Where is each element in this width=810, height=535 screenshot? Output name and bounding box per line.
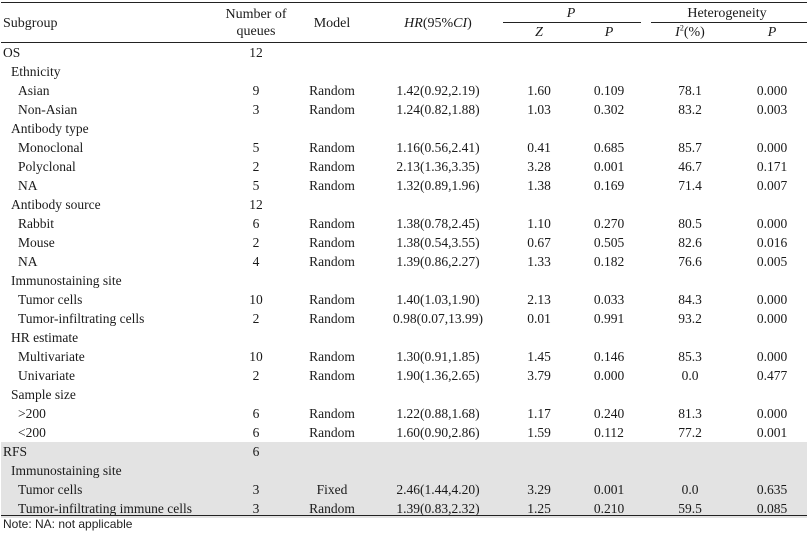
cell-subgroup: >200 [18, 406, 46, 421]
header-i2-unit: (%) [683, 25, 705, 40]
cell-subgroup: Tumor-infiltrating cells [18, 311, 145, 326]
cell-i2 [647, 328, 733, 347]
cell-subgroup: Antibody source [11, 197, 101, 212]
header-i2 [647, 24, 733, 41]
cell-z: 1.59 [527, 425, 551, 440]
cell-model: Random [309, 216, 355, 231]
cell-hr-ci [369, 442, 507, 461]
cell-z [501, 271, 577, 290]
cell-heterogeneity-p: 0.000 [756, 83, 788, 98]
p-group-rule [503, 22, 641, 23]
table-row [1, 157, 807, 176]
cell-heterogeneity-p: 0.171 [756, 159, 788, 174]
header-z: Z [535, 25, 543, 40]
cell-heterogeneity-p: 0.085 [756, 501, 788, 516]
cell-subgroup: Antibody type [11, 121, 89, 136]
cell-z [501, 62, 577, 81]
cell-heterogeneity-p [737, 461, 807, 480]
cell-model: Random [309, 292, 355, 307]
cell-i2 [647, 385, 733, 404]
cell-p: 0.001 [593, 159, 625, 174]
cell-heterogeneity-p [737, 442, 807, 461]
cell-hr-ci: 1.24(0.82,1.88) [396, 102, 480, 117]
cell-model: Random [309, 368, 355, 383]
cell-number-of-queues: 6 [252, 406, 260, 421]
cell-z: 2.13 [527, 292, 551, 307]
cell-number-of-queues: 10 [249, 349, 263, 364]
table-row [1, 233, 807, 252]
cell-heterogeneity-p [737, 385, 807, 404]
cell-subgroup: RFS [3, 444, 28, 459]
cell-p: 0.146 [593, 349, 625, 364]
cell-z: 0.41 [527, 140, 551, 155]
cell-p: 0.302 [593, 102, 625, 117]
cell-subgroup: Immunostaining site [11, 273, 122, 288]
cell-heterogeneity-p: 0.000 [756, 349, 788, 364]
cell-z: 1.38 [527, 178, 551, 193]
table-row [1, 214, 807, 233]
cell-hr-ci: 1.22(0.88,1.68) [396, 406, 480, 421]
cell-p [577, 442, 641, 461]
cell-hr-ci: 1.60(0.90,2.86) [396, 425, 480, 440]
cell-hr-ci: 1.90(1.36,2.65) [396, 368, 480, 383]
cell-hr-ci: 1.39(0.86,2.27) [396, 254, 480, 269]
cell-i2: 85.7 [678, 140, 702, 155]
header-subgroup: Subgroup [3, 16, 58, 31]
cell-z: 1.25 [527, 501, 551, 516]
table-row [1, 119, 807, 138]
header-number-of-queues-line1: Number of [225, 7, 287, 22]
cell-subgroup: Rabbit [18, 216, 54, 231]
cell-z [501, 442, 577, 461]
cell-number-of-queues: 3 [252, 501, 260, 516]
header-i2-base: I [675, 25, 680, 40]
cell-subgroup: Polyclonal [18, 159, 76, 174]
cell-heterogeneity-p [737, 119, 807, 138]
cell-z [501, 328, 577, 347]
cell-number-of-queues: 9 [252, 83, 260, 98]
cell-subgroup: Asian [18, 83, 50, 98]
cell-z: 3.29 [527, 482, 551, 497]
header-model: Model [313, 16, 351, 31]
table-row [1, 309, 807, 328]
cell-hr-ci [369, 195, 507, 214]
cell-p: 0.505 [593, 235, 625, 250]
cell-i2 [647, 271, 733, 290]
cell-hr-ci: 1.16(0.56,2.41) [396, 140, 480, 155]
cell-z: 3.79 [527, 368, 551, 383]
cell-model: Random [309, 140, 355, 155]
cell-p [577, 271, 641, 290]
cell-heterogeneity-p [737, 62, 807, 81]
cell-model [299, 62, 365, 81]
cell-p: 0.182 [593, 254, 625, 269]
cell-i2: 81.3 [678, 406, 702, 421]
cell-number-of-queues [213, 62, 299, 81]
cell-model [299, 119, 365, 138]
cell-model: Random [309, 178, 355, 193]
cell-i2 [647, 461, 733, 480]
table-row [1, 480, 807, 499]
cell-heterogeneity-p: 0.000 [756, 140, 788, 155]
cell-i2 [647, 43, 733, 62]
cell-p: 0.033 [593, 292, 625, 307]
table-row [1, 442, 807, 461]
table-row [1, 271, 807, 290]
cell-model: Random [309, 406, 355, 421]
cell-z: 1.33 [527, 254, 551, 269]
cell-p: 0.109 [593, 83, 625, 98]
cell-heterogeneity-p [737, 43, 807, 62]
cell-z: 1.03 [527, 102, 551, 117]
cell-p: 0.000 [593, 368, 625, 383]
cell-subgroup: Ethnicity [11, 64, 61, 79]
cell-subgroup: OS [3, 45, 21, 60]
cell-subgroup: Tumor cells [18, 482, 83, 497]
cell-i2 [647, 119, 733, 138]
cell-z [501, 43, 577, 62]
cell-subgroup: Tumor-infiltrating immune cells [18, 501, 192, 516]
cell-p: 0.112 [594, 425, 624, 440]
cell-heterogeneity-p: 0.001 [756, 425, 788, 440]
cell-number-of-queues: 10 [249, 292, 263, 307]
cell-p: 0.991 [593, 311, 625, 326]
cell-z [501, 461, 577, 480]
header-hr-ci-close: ) [467, 16, 472, 31]
cell-model [299, 328, 365, 347]
cell-p [577, 195, 641, 214]
cell-i2: 77.2 [678, 425, 702, 440]
cell-model [299, 461, 365, 480]
cell-number-of-queues: 2 [252, 368, 260, 383]
header-p: P [604, 25, 614, 40]
cell-i2 [647, 62, 733, 81]
cell-model: Random [309, 235, 355, 250]
cell-p [577, 385, 641, 404]
table-row [1, 347, 807, 366]
header-number-of-queues-line2: queues [236, 24, 276, 39]
cell-number-of-queues: 5 [252, 140, 260, 155]
cell-model [299, 385, 365, 404]
heterogeneity-rule [651, 22, 807, 23]
cell-subgroup: Monoclonal [18, 140, 84, 155]
table-row [1, 404, 807, 423]
cell-hr-ci: 1.30(0.91,1.85) [396, 349, 480, 364]
cell-z: 1.17 [527, 406, 551, 421]
cell-subgroup: Mouse [18, 235, 55, 250]
cell-heterogeneity-p: 0.005 [756, 254, 788, 269]
cell-hr-ci: 1.32(0.89,1.96) [396, 178, 480, 193]
table-row [1, 62, 807, 81]
cell-number-of-queues [213, 271, 299, 290]
cell-number-of-queues: 2 [252, 311, 260, 326]
cell-model [299, 43, 365, 62]
header-p-group: P [566, 6, 576, 21]
cell-heterogeneity-p [737, 328, 807, 347]
cell-i2: 71.4 [678, 178, 702, 193]
table-note: Note: NA: not applicable [3, 517, 133, 531]
cell-hr-ci [369, 119, 507, 138]
cell-p: 0.210 [593, 501, 625, 516]
header-hr-ci-italic: CI [453, 16, 468, 31]
cell-subgroup: Non-Asian [18, 102, 78, 117]
cell-number-of-queues: 3 [252, 102, 260, 117]
cell-p: 0.685 [593, 140, 625, 155]
cell-subgroup: NA [18, 254, 38, 269]
cell-p: 0.169 [593, 178, 625, 193]
cell-z: 1.60 [527, 83, 551, 98]
cell-subgroup: Tumor cells [18, 292, 83, 307]
cell-heterogeneity-p: 0.000 [756, 216, 788, 231]
cell-p [577, 43, 641, 62]
cell-subgroup: <200 [18, 425, 46, 440]
cell-p: 0.001 [593, 482, 625, 497]
cell-number-of-queues: 2 [252, 235, 260, 250]
cell-i2: 85.3 [678, 349, 702, 364]
cell-i2: 0.0 [681, 368, 699, 383]
cell-hr-ci [369, 43, 507, 62]
cell-hr-ci [369, 385, 507, 404]
cell-hr-ci: 2.46(1.44,4.20) [396, 482, 480, 497]
table-row [1, 328, 807, 347]
cell-p [577, 461, 641, 480]
header-heterogeneity-p: P [767, 25, 777, 40]
cell-number-of-queues [213, 385, 299, 404]
cell-hr-ci: 1.38(0.54,3.55) [396, 235, 480, 250]
cell-i2: 46.7 [678, 159, 702, 174]
cell-subgroup: Immunostaining site [11, 463, 122, 478]
cell-subgroup: Multivariate [18, 349, 85, 364]
header-hr-ci-open: (95% [422, 16, 454, 31]
cell-p [577, 119, 641, 138]
cell-number-of-queues: 6 [252, 216, 260, 231]
bottom-rule [1, 515, 807, 516]
table-row [1, 100, 807, 119]
cell-i2: 93.2 [678, 311, 702, 326]
cell-model [299, 195, 365, 214]
cell-i2: 80.5 [678, 216, 702, 231]
table-row [1, 43, 807, 62]
cell-p: 0.240 [593, 406, 625, 421]
cell-hr-ci: 1.38(0.78,2.45) [396, 216, 480, 231]
cell-model: Random [309, 501, 355, 516]
cell-p [577, 62, 641, 81]
cell-i2: 83.2 [678, 102, 702, 117]
cell-hr-ci [369, 461, 507, 480]
table-row [1, 138, 807, 157]
cell-subgroup: Sample size [11, 387, 76, 402]
cell-number-of-queues [213, 461, 299, 480]
cell-number-of-queues: 12 [249, 197, 263, 212]
cell-model: Random [309, 254, 355, 269]
cell-number-of-queues: 2 [252, 159, 260, 174]
cell-heterogeneity-p: 0.000 [756, 406, 788, 421]
table-row [1, 385, 807, 404]
cell-model: Random [309, 83, 355, 98]
cell-model: Random [309, 349, 355, 364]
cell-subgroup: HR estimate [11, 330, 79, 345]
cell-z: 0.01 [527, 311, 551, 326]
cell-z [501, 119, 577, 138]
cell-hr-ci: 0.98(0.07,13.99) [393, 311, 483, 326]
cell-z: 0.67 [527, 235, 551, 250]
table-row [1, 81, 807, 100]
table-row [1, 423, 807, 442]
cell-subgroup: NA [18, 178, 38, 193]
cell-heterogeneity-p [737, 271, 807, 290]
cell-heterogeneity-p: 0.000 [756, 292, 788, 307]
header-hr-label: HR [404, 16, 423, 31]
cell-number-of-queues: 6 [252, 425, 260, 440]
cell-model: Random [309, 425, 355, 440]
cell-hr-ci [369, 328, 507, 347]
cell-number-of-queues [213, 328, 299, 347]
table-row [1, 461, 807, 480]
cell-number-of-queues: 6 [252, 444, 260, 459]
cell-heterogeneity-p: 0.003 [756, 102, 788, 117]
header-i2-sup: 2 [679, 23, 684, 33]
cell-heterogeneity-p: 0.000 [756, 311, 788, 326]
cell-model: Fixed [316, 482, 348, 497]
cell-i2 [647, 195, 733, 214]
cell-heterogeneity-p [737, 195, 807, 214]
cell-i2: 82.6 [678, 235, 702, 250]
cell-hr-ci [369, 271, 507, 290]
cell-model: Random [309, 311, 355, 326]
cell-z: 1.45 [527, 349, 551, 364]
cell-model: Random [309, 159, 355, 174]
header-heterogeneity: Heterogeneity [687, 6, 767, 21]
header-hr-ci [369, 15, 507, 32]
cell-number-of-queues: 5 [252, 178, 260, 193]
cell-number-of-queues: 4 [252, 254, 260, 269]
cell-z: 3.28 [527, 159, 551, 174]
cell-i2: 59.5 [678, 501, 702, 516]
cell-i2: 84.3 [678, 292, 702, 307]
cell-number-of-queues: 12 [249, 45, 263, 60]
cell-p [577, 328, 641, 347]
cell-subgroup: Univariate [18, 368, 75, 383]
cell-i2: 76.6 [678, 254, 702, 269]
top-rule [1, 2, 807, 3]
cell-hr-ci [369, 62, 507, 81]
cell-z [501, 195, 577, 214]
cell-z [501, 385, 577, 404]
cell-number-of-queues: 3 [252, 482, 260, 497]
table-row [1, 195, 807, 214]
cell-model [299, 271, 365, 290]
cell-i2 [647, 442, 733, 461]
cell-heterogeneity-p: 0.016 [756, 235, 788, 250]
cell-hr-ci: 1.42(0.92,2.19) [396, 83, 480, 98]
cell-model: Random [309, 102, 355, 117]
cell-heterogeneity-p: 0.477 [756, 368, 788, 383]
cell-i2: 0.0 [681, 482, 699, 497]
table-row [1, 252, 807, 271]
table-row [1, 176, 807, 195]
table-row [1, 366, 807, 385]
table-row [1, 290, 807, 309]
cell-heterogeneity-p: 0.007 [756, 178, 788, 193]
cell-number-of-queues [213, 119, 299, 138]
cell-hr-ci: 2.13(1.36,3.35) [396, 159, 480, 174]
cell-i2: 78.1 [678, 83, 702, 98]
cell-heterogeneity-p: 0.635 [756, 482, 788, 497]
cell-hr-ci: 1.40(1.03,1.90) [396, 292, 480, 307]
cell-model [299, 442, 365, 461]
cell-p: 0.270 [593, 216, 625, 231]
cell-z: 1.10 [527, 216, 551, 231]
cell-hr-ci: 1.39(0.83,2.32) [396, 501, 480, 516]
